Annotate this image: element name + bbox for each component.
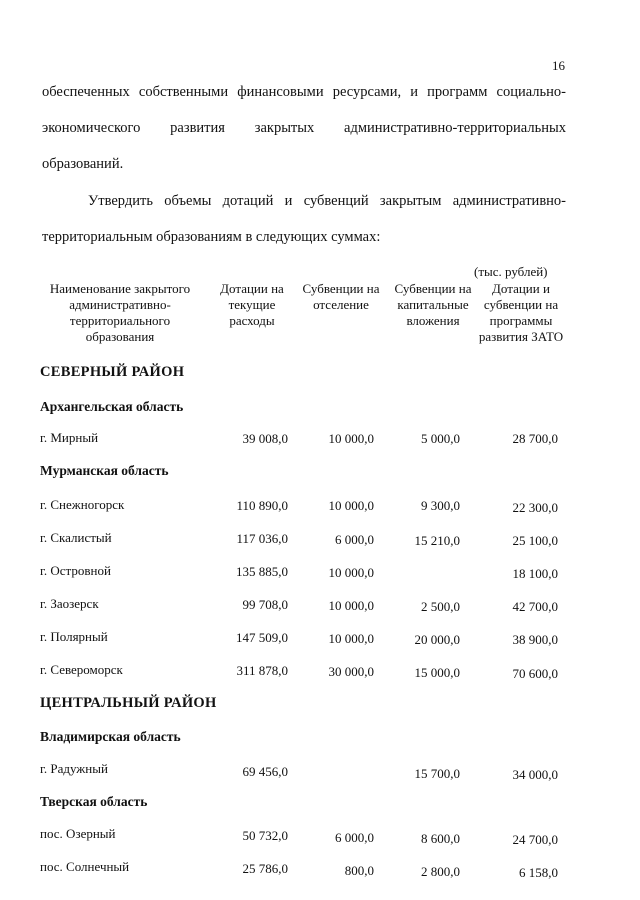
header-subv-settle: Субвенции на отселение xyxy=(302,281,380,312)
cell-dotations: 117 036,0 xyxy=(236,531,288,546)
region-heading: Владимирская область xyxy=(40,729,181,744)
region-heading: Мурманская область xyxy=(40,463,169,478)
header-name: Наименование закрытого административно-территориального образования xyxy=(49,281,191,344)
cell-programs: 24 700,0 xyxy=(512,832,558,847)
word: закрытых xyxy=(254,120,315,136)
city-name: пос. Солнечный xyxy=(40,859,130,874)
region-heading: Архангельская область xyxy=(40,399,184,414)
cell-subv-settle: 10 000,0 xyxy=(328,498,374,513)
cell-dotations: 99 708,0 xyxy=(242,597,288,612)
cell-programs: 70 600,0 xyxy=(512,666,558,681)
city-name: г. Мирный xyxy=(40,430,99,445)
cell-subv-capital: 15 000,0 xyxy=(414,665,460,680)
paragraph-1-line-2 xyxy=(42,120,566,137)
word: экономического xyxy=(42,120,141,136)
cell-programs: 28 700,0 xyxy=(512,431,558,446)
word: административно-территориальных xyxy=(344,120,566,136)
paragraph-2-line-1-text: Утвердить объемы дотаций и субвенций закрытым административно- xyxy=(88,193,566,209)
district-heading: ЦЕНТРАЛЬНЫЙ РАЙОН xyxy=(40,695,217,711)
cell-programs: 25 100,0 xyxy=(512,533,558,548)
cell-programs: 6 158,0 xyxy=(519,865,558,880)
city-name: г. Заозерск xyxy=(40,596,99,611)
cell-dotations: 25 786,0 xyxy=(242,861,288,876)
cell-subv-settle: 30 000,0 xyxy=(328,664,374,679)
paragraph-1-line-1: обеспеченных собственными финансовыми ресурсами, и программ социально- xyxy=(42,84,566,100)
word: развития xyxy=(170,120,225,136)
cell-dotations: 50 732,0 xyxy=(242,828,288,843)
cell-programs: 34 000,0 xyxy=(512,767,558,782)
units-label: (тыс. рублей) xyxy=(474,264,548,279)
cell-subv-settle: 10 000,0 xyxy=(328,431,374,446)
cell-dotations: 147 509,0 xyxy=(236,630,288,645)
cell-subv-settle: 6 000,0 xyxy=(335,532,374,547)
cell-programs: 22 300,0 xyxy=(512,500,558,515)
cell-subv-capital: 8 600,0 xyxy=(421,831,460,846)
city-name: г. Снежногорск xyxy=(40,497,125,512)
cell-subv-settle: 6 000,0 xyxy=(335,830,374,845)
cell-subv-settle: 10 000,0 xyxy=(328,598,374,613)
cell-subv-capital: 9 300,0 xyxy=(421,498,460,513)
header-subv-capital: Субвенции на капитальные вложения xyxy=(394,281,472,328)
header-programs: Дотации и субвенции на программы развития ЗАТО xyxy=(478,281,564,344)
cell-programs: 18 100,0 xyxy=(512,566,558,581)
cell-programs: 38 900,0 xyxy=(512,632,558,647)
paragraph-2-line-1 xyxy=(88,193,566,210)
city-name: г. Североморск xyxy=(40,662,123,677)
cell-subv-capital: 20 000,0 xyxy=(414,632,460,647)
cell-subv-settle: 10 000,0 xyxy=(328,631,374,646)
cell-subv-capital: 5 000,0 xyxy=(421,431,460,446)
cell-programs: 42 700,0 xyxy=(512,599,558,614)
cell-subv-capital: 2 800,0 xyxy=(421,864,460,879)
cell-dotations: 69 456,0 xyxy=(242,764,288,779)
paragraph-1-line-3: образований. xyxy=(42,156,124,172)
cell-dotations: 311 878,0 xyxy=(236,663,288,678)
district-heading: СЕВЕРНЫЙ РАЙОН xyxy=(40,364,185,380)
cell-dotations: 39 008,0 xyxy=(242,431,288,446)
city-name: г. Радужный xyxy=(40,761,108,776)
region-heading: Тверская область xyxy=(40,794,148,809)
header-dotations: Дотации на текущие расходы xyxy=(220,281,284,328)
page-number: 16 xyxy=(552,58,565,73)
cell-dotations: 110 890,0 xyxy=(236,498,288,513)
cell-subv-settle: 800,0 xyxy=(344,863,374,878)
cell-subv-settle: 10 000,0 xyxy=(328,565,374,580)
city-name: г. Островной xyxy=(40,563,111,578)
cell-subv-capital: 2 500,0 xyxy=(421,599,460,614)
cell-subv-capital: 15 210,0 xyxy=(414,533,460,548)
cell-subv-capital: 15 700,0 xyxy=(414,766,460,781)
cell-dotations: 135 885,0 xyxy=(236,564,288,579)
city-name: г. Скалистый xyxy=(40,530,112,545)
city-name: пос. Озерный xyxy=(40,826,116,841)
paragraph-2-line-2: территориальным образованиям в следующих суммах: xyxy=(42,229,381,245)
city-name: г. Полярный xyxy=(40,629,108,644)
